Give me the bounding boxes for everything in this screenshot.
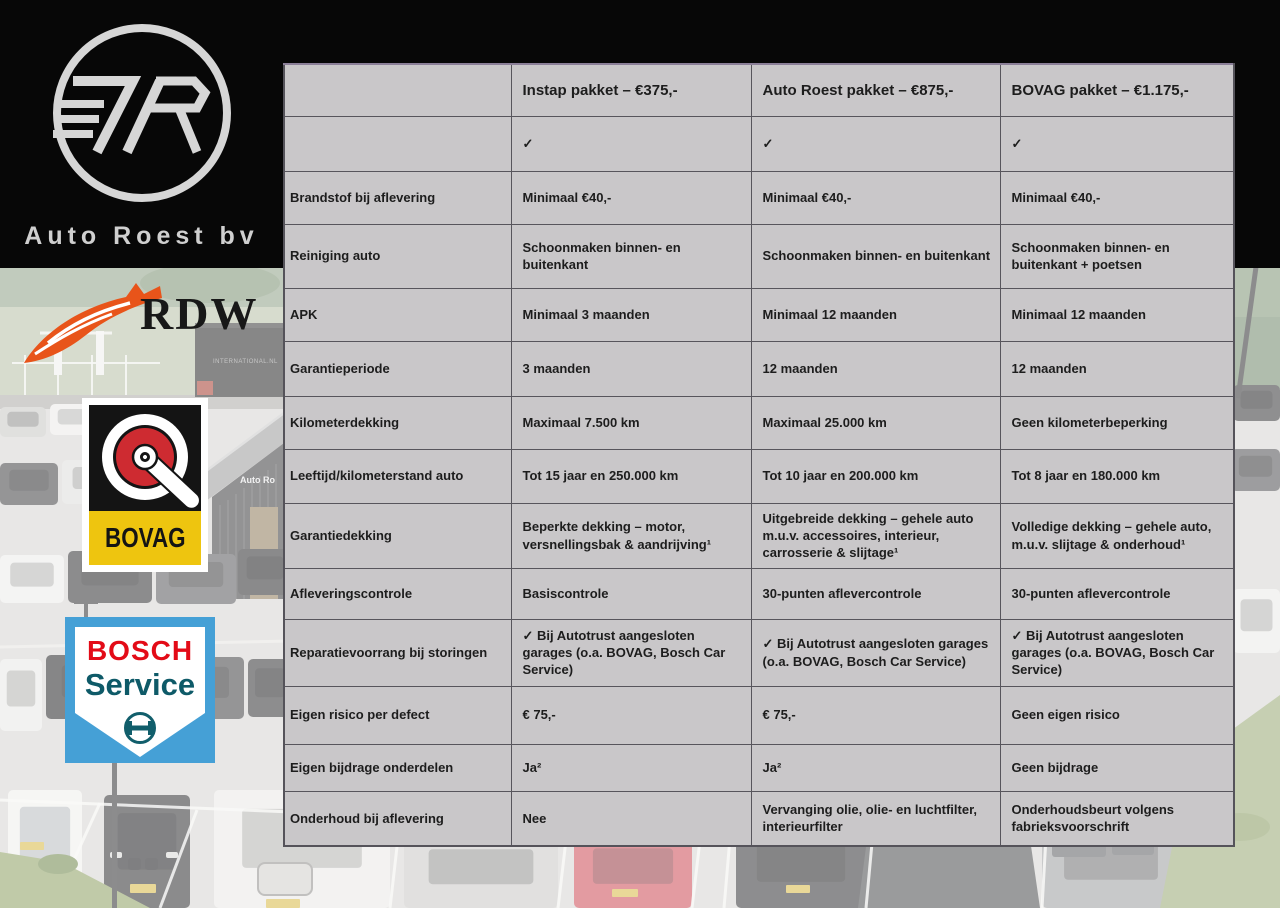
bovag-q-symbol: [89, 405, 201, 511]
row-value: Tot 15 jaar en 250.000 km: [511, 449, 751, 503]
company-name: Auto Roest bv: [24, 222, 259, 250]
table-row: [284, 396, 1234, 449]
row-value: Minimaal 3 maanden: [511, 288, 751, 341]
table-row: [284, 791, 1234, 846]
table-row: [284, 224, 1234, 288]
row-value: Minimaal 12 maanden: [751, 288, 1000, 341]
auto-roest-logo: [0, 0, 283, 268]
row-label: Garantiedekking: [284, 503, 511, 568]
row-label: Kilometerdekking: [284, 396, 511, 449]
row-label: Onderhoud bij aflevering: [284, 791, 511, 846]
row-value: Beperkte dekking – motor, versnellingsbak & aandrijving¹: [511, 503, 751, 568]
row-value: Ja²: [751, 744, 1000, 791]
table-row: [284, 341, 1234, 396]
header-instap-pakket: Instap pakket – €375,-: [511, 64, 751, 116]
row-value: € 75,-: [751, 686, 1000, 744]
row-value: Vervanging olie, olie- en luchtfilter, interieurfilter: [751, 791, 1000, 846]
bovag-q-icon: [89, 405, 201, 511]
row-label: Leeftijd/kilometerstand auto: [284, 449, 511, 503]
table-row: [284, 503, 1234, 568]
row-label: Reiniging auto: [284, 224, 511, 288]
table-row: [284, 568, 1234, 619]
row-value: 12 maanden: [751, 341, 1000, 396]
included-row: [284, 116, 1234, 171]
row-label: Eigen bijdrage onderdelen: [284, 744, 511, 791]
row-label: Reparatievoorrang bij storingen: [284, 619, 511, 686]
row-value: Maximaal 25.000 km: [751, 396, 1000, 449]
bovag-wordmark-panel: [89, 511, 201, 565]
row-value: € 75,-: [511, 686, 751, 744]
table-row: [284, 686, 1234, 744]
row-label: Garantieperiode: [284, 341, 511, 396]
bovag-logo: [82, 398, 208, 572]
bosch-service-logo: [65, 617, 215, 763]
row-value: Schoonmaken binnen- en buitenkant + poetsen: [1000, 224, 1234, 288]
header-empty: [284, 64, 511, 116]
included-check: ✓: [1000, 116, 1234, 171]
bovag-wordmark: BOVAG: [104, 522, 186, 553]
row-value: Uitgebreide dekking – gehele auto m.u.v. accessoires, interieur, carrosserie & slijtage¹: [751, 503, 1000, 568]
row-value: Minimaal €40,-: [1000, 171, 1234, 224]
row-value: 3 maanden: [511, 341, 751, 396]
row-value: Volledige dekking – gehele auto, m.u.v. slijtage & onderhoud¹: [1000, 503, 1234, 568]
row-value: Maximaal 7.500 km: [511, 396, 751, 449]
included-check: ✓: [751, 116, 1000, 171]
row-value: ✓ Bij Autotrust aangesloten garages (o.a. BOVAG, Bosch Car Service): [511, 619, 751, 686]
table-row: [284, 288, 1234, 341]
row-value: Minimaal €40,-: [511, 171, 751, 224]
table-row: [284, 619, 1234, 686]
bosch-armature-icon: [122, 710, 158, 746]
row-value: Minimaal €40,-: [751, 171, 1000, 224]
row-value: ✓ Bij Autotrust aangesloten garages (o.a. BOVAG, Bosch Car Service): [751, 619, 1000, 686]
rdw-wordmark: RDW: [140, 288, 259, 339]
row-label: Brandstof bij aflevering: [284, 171, 511, 224]
row-label: Afleveringscontrole: [284, 568, 511, 619]
row-value: Minimaal 12 maanden: [1000, 288, 1234, 341]
table-body: [284, 171, 1234, 846]
table-row: [284, 744, 1234, 791]
table-header-row: [284, 64, 1234, 116]
row-label: Eigen risico per defect: [284, 686, 511, 744]
bosch-service-wordmark: Service: [84, 667, 196, 702]
table-row: [284, 449, 1234, 503]
included-empty: [284, 116, 511, 171]
row-value: Schoonmaken binnen- en buitenkant: [511, 224, 751, 288]
bosch-wordmark: BOSCH: [86, 635, 194, 666]
row-value: Geen eigen risico: [1000, 686, 1234, 744]
row-value: ✓ Bij Autotrust aangesloten garages (o.a. BOVAG, Bosch Car Service): [1000, 619, 1234, 686]
package-comparison-table: [283, 63, 1235, 847]
building-sign: Auto Ro: [240, 475, 275, 485]
row-value: Nee: [511, 791, 751, 846]
row-value: Basiscontrole: [511, 568, 751, 619]
table-row: [284, 171, 1234, 224]
row-value: Tot 8 jaar en 180.000 km: [1000, 449, 1234, 503]
row-value: Ja²: [511, 744, 751, 791]
row-value: 30-punten aflevercontrole: [751, 568, 1000, 619]
header-bovag-pakket: BOVAG pakket – €1.175,-: [1000, 64, 1234, 116]
header-auto-roest-pakket: Auto Roest pakket – €875,-: [751, 64, 1000, 116]
row-value: Geen bijdrage: [1000, 744, 1234, 791]
row-value: 30-punten aflevercontrole: [1000, 568, 1234, 619]
row-value: Tot 10 jaar en 200.000 km: [751, 449, 1000, 503]
building-sign-small: INTERNATIONAL.NL: [213, 359, 278, 365]
row-value: 12 maanden: [1000, 341, 1234, 396]
row-value: Schoonmaken binnen- en buitenkant: [751, 224, 1000, 288]
row-label: APK: [284, 288, 511, 341]
included-check: ✓: [511, 116, 751, 171]
row-value: Onderhoudsbeurt volgens fabrieksvoorschrift: [1000, 791, 1234, 846]
rdw-logo: [22, 281, 272, 365]
row-value: Geen kilometerbeperking: [1000, 396, 1234, 449]
